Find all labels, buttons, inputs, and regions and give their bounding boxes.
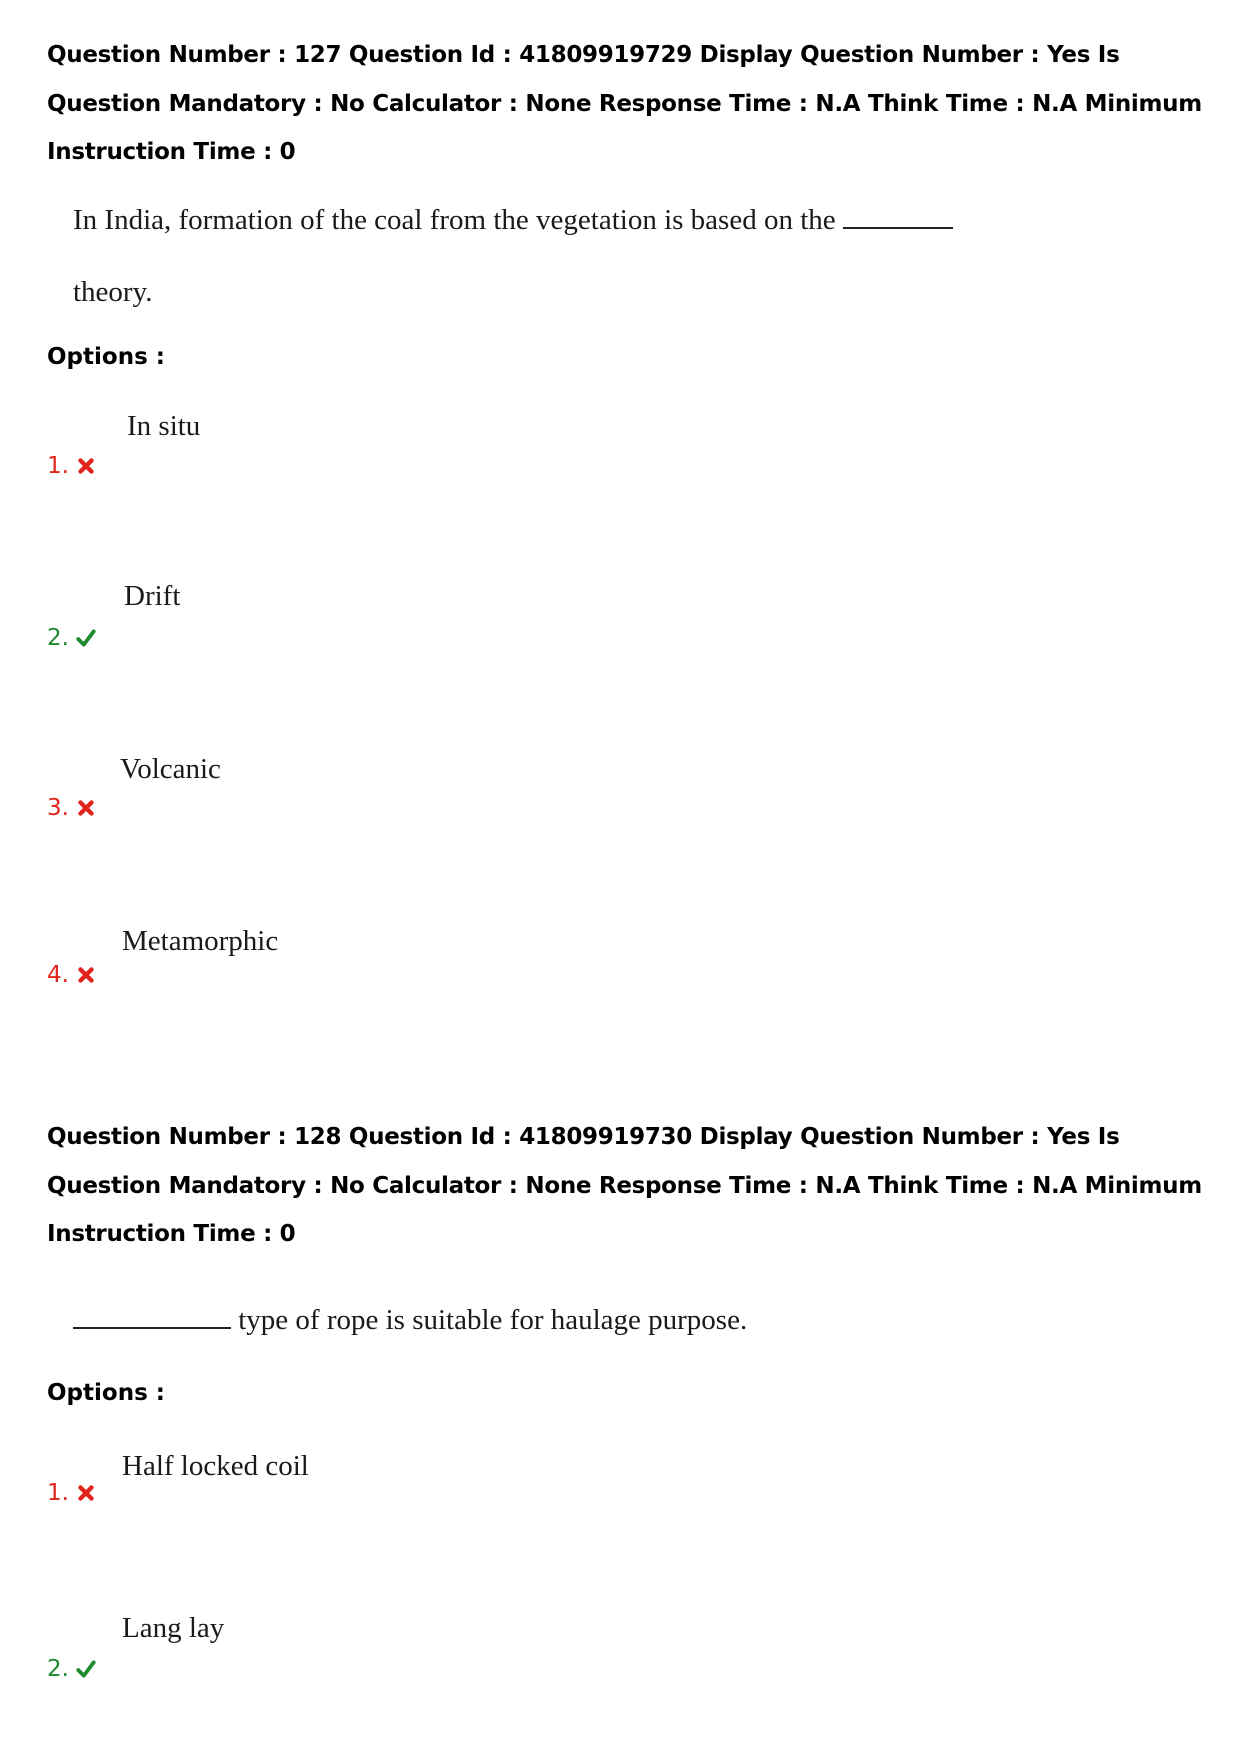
options-label: Options :: [47, 1380, 165, 1406]
cross-icon: [75, 455, 97, 477]
cross-icon: [75, 797, 97, 819]
option-number-label: 2.: [47, 625, 69, 651]
option-number: [47, 962, 97, 988]
question-header: Question Number : 127 Question Id : 41809919729 Display Question Number : Yes Is Question Mandatory : No Calculator : None Response Time : N.A Think Time : N.A Minimum Instruction Time : 0: [47, 42, 1202, 165]
option-text: Drift: [124, 580, 181, 612]
option-text: Lang lay: [122, 1612, 225, 1644]
question-text-line: In India, formation of the coal from the vegetation is based on the: [73, 204, 836, 236]
option-number-label: 1.: [47, 453, 69, 479]
option-text: Metamorphic: [122, 925, 279, 957]
option-number: [47, 1480, 97, 1506]
check-icon: [75, 1658, 97, 1680]
question-header: Question Number : 128 Question Id : 41809919730 Display Question Number : Yes Is Question Mandatory : No Calculator : None Response Time : N.A Think Time : N.A Minimum Instruction Time : 0: [47, 1124, 1202, 1247]
option-number-label: 1.: [47, 1480, 69, 1506]
option-number: [47, 625, 97, 651]
answer-blank: [73, 1326, 231, 1329]
question-text: [73, 203, 953, 237]
options-label: Options :: [47, 344, 165, 370]
question-text-continued: theory.: [73, 276, 153, 308]
option-number-label: 2.: [47, 1656, 69, 1682]
option-text: In situ: [127, 410, 201, 442]
option-text: Half locked coil: [122, 1450, 309, 1482]
cross-icon: [75, 1482, 97, 1504]
option-text: Volcanic: [120, 753, 221, 785]
option-number: [47, 795, 97, 821]
question-text-line: type of rope is suitable for haulage purpose.: [238, 1304, 748, 1336]
option-number: [47, 1656, 97, 1682]
option-number: [47, 453, 97, 479]
option-number-label: 3.: [47, 795, 69, 821]
check-icon: [75, 627, 97, 649]
option-number-label: 4.: [47, 962, 69, 988]
cross-icon: [75, 964, 97, 986]
answer-blank: [843, 226, 953, 229]
question-text: [73, 1303, 747, 1337]
